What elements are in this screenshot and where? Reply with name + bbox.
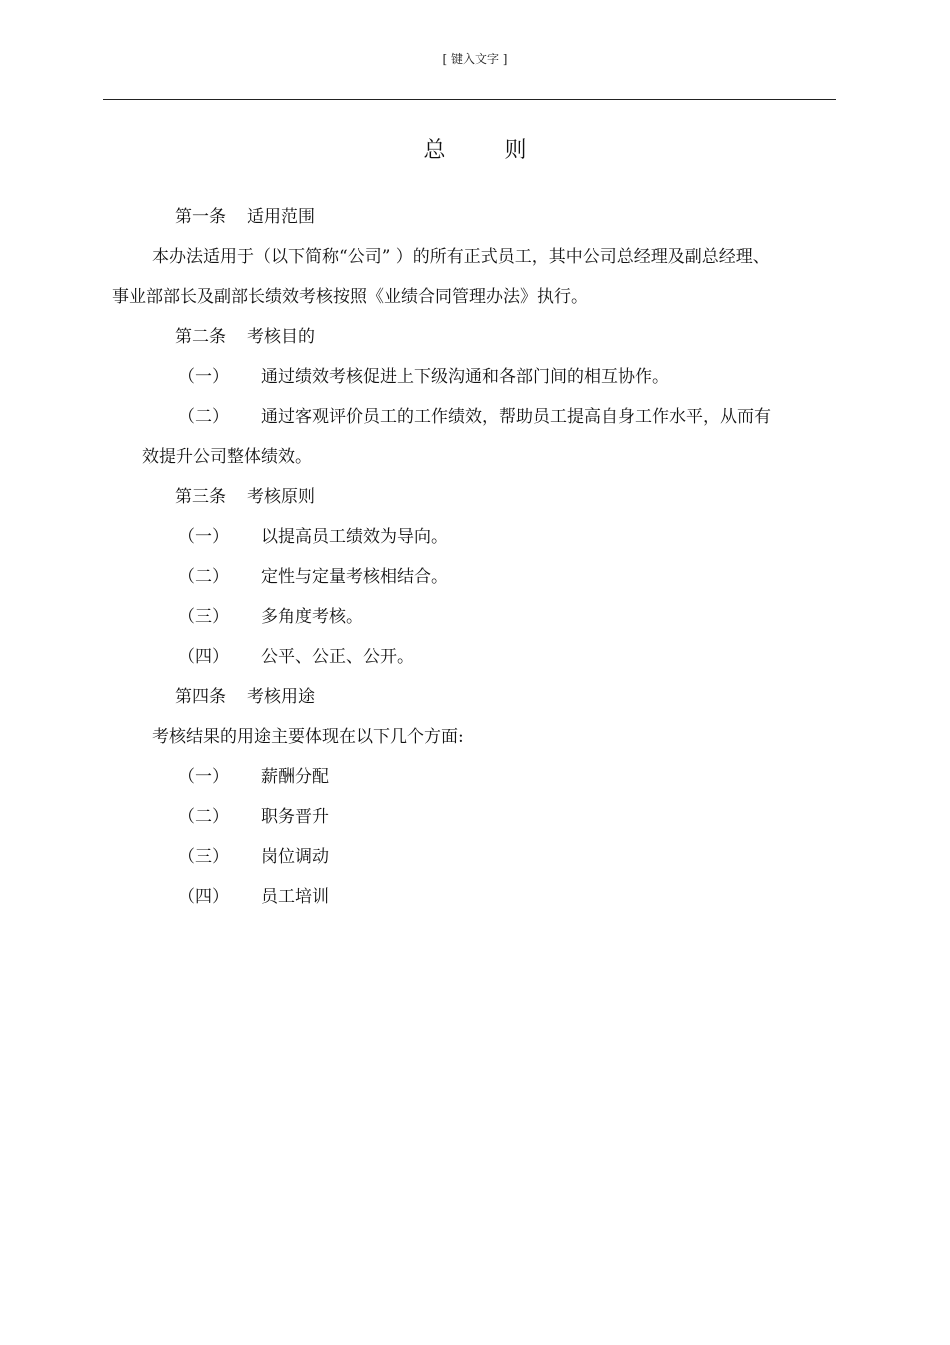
list-text: 通过绩效考核促进上下级沟通和各部门间的相互协作。 (261, 367, 669, 387)
list-marker: （三） (178, 847, 229, 867)
article-4-paragraph: 考核结果的用途主要体现在以下几个方面: (152, 727, 464, 747)
list-text: 多角度考核。 (261, 607, 363, 627)
article-number: 第二条 (175, 327, 226, 347)
list-marker: （二） (178, 567, 229, 587)
list-item (178, 406, 771, 428)
article-number: 第三条 (175, 487, 226, 507)
article-number: 第四条 (175, 687, 226, 707)
list-item (178, 526, 448, 548)
list-marker: （一） (178, 367, 229, 387)
list-marker: （四） (178, 887, 229, 907)
article-number: 第一条 (175, 207, 226, 227)
list-text: 岗位调动 (261, 847, 329, 867)
article-3-heading (175, 486, 315, 508)
article-name: 考核目的 (247, 327, 315, 347)
list-item-continuation: 效提升公司整体绩效。 (142, 447, 312, 467)
list-item (178, 566, 448, 588)
list-text: 定性与定量考核相结合。 (261, 567, 448, 587)
article-1-paragraph-line-1: 本办法适用于（以下简称“公司” ）的所有正式员工，其中公司总经理及副总经理、 (152, 247, 770, 267)
article-1-heading (175, 206, 315, 228)
list-marker: （一） (178, 527, 229, 547)
list-text: 以提高员工绩效为导向。 (261, 527, 448, 547)
list-text: 通过客观评价员工的工作绩效，帮助员工提高自身工作水平，从而有 (261, 407, 771, 427)
page-header: [ 键入文字 ] (442, 52, 508, 66)
article-1-paragraph-line-2: 事业部部长及副部长绩效考核按照《业绩合同管理办法》执行。 (112, 287, 588, 307)
article-name: 适用范围 (247, 207, 315, 227)
list-marker: （二） (178, 407, 229, 427)
list-item (178, 886, 329, 908)
list-item (178, 846, 329, 868)
list-item (178, 606, 363, 628)
article-name: 考核用途 (247, 687, 315, 707)
article-2-heading (175, 326, 315, 348)
list-text: 公平、公正、公开。 (261, 647, 414, 667)
list-text: 员工培训 (261, 887, 329, 907)
list-marker: （二） (178, 807, 229, 827)
list-item (178, 646, 414, 668)
article-4-heading (175, 686, 315, 708)
document-title: 总 则 (423, 138, 553, 163)
list-marker: （三） (178, 607, 229, 627)
list-item (178, 766, 329, 788)
article-name: 考核原则 (247, 487, 315, 507)
list-text: 薪酬分配 (261, 767, 329, 787)
list-marker: （四） (178, 647, 229, 667)
list-item (178, 806, 329, 828)
list-marker: （一） (178, 767, 229, 787)
list-text: 职务晋升 (261, 807, 329, 827)
list-item (178, 366, 669, 388)
header-divider (103, 99, 836, 100)
